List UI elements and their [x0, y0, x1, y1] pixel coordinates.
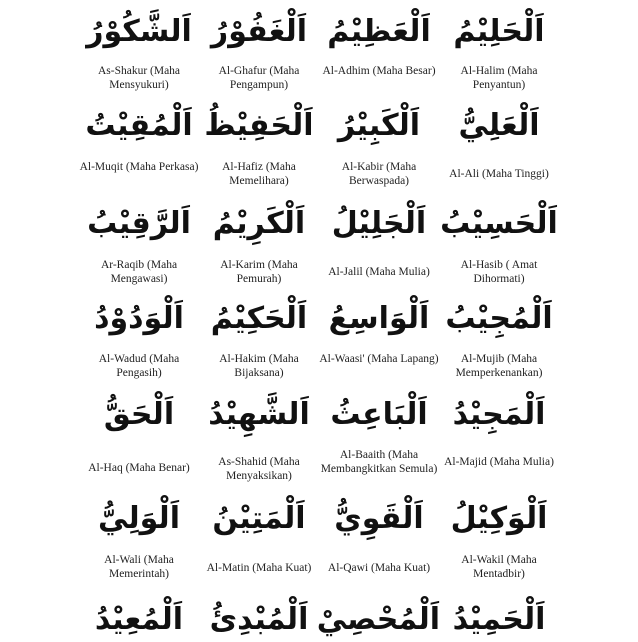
arabic-name: اَلْقَوِيُّ	[334, 501, 424, 536]
arabic-name: اَلْحَقُّ	[103, 397, 175, 432]
name-cell	[78, 202, 200, 286]
arabic-name: اَلْمُعِيْدُ	[94, 602, 184, 637]
arabic-name: اَلْوَلِيُّ	[98, 501, 180, 536]
arabic-name: اَلْكَرِيْمُ	[212, 206, 306, 241]
name-caption: Al-Ali (Maha Tinggi)	[449, 168, 549, 180]
name-caption: Al-Halim (Maha Penyantun)	[460, 65, 538, 91]
name-caption: Al-Ghafur (Maha Pengampun)	[218, 65, 300, 91]
arabic-name: اَلْكَبِيْرُ	[337, 108, 421, 143]
arabic-name: اَلرَّقِيْبُ	[87, 206, 191, 241]
arabic-name: اَلْوَدُوْدُ	[94, 301, 184, 336]
name-cell	[198, 297, 320, 380]
name-caption: Al-Baaith (Maha Membangkitkan Semula)	[320, 449, 438, 475]
name-cell	[438, 598, 560, 642]
name-caption: Al-Karim (Maha Pemurah)	[220, 259, 298, 285]
name-caption: As-Shakur (Maha Mensyukuri)	[97, 65, 181, 91]
name-caption: Al-Mujib (Maha Memperkenankan)	[455, 353, 543, 379]
name-cell	[318, 497, 440, 575]
name-cell	[318, 10, 440, 78]
name-caption: Al-Muqit (Maha Perkasa)	[79, 161, 199, 173]
name-cell	[318, 104, 440, 188]
arabic-name: اَلْحَكِيْمُ	[210, 301, 308, 336]
name-caption: Al-Waasi' (Maha Lapang)	[319, 353, 439, 365]
name-cell	[198, 393, 320, 483]
arabic-name: اَلْمُقِيْتُ	[85, 108, 193, 143]
name-cell	[78, 297, 200, 380]
arabic-name: اَلْوَكِيْلُ	[450, 501, 548, 536]
name-cell	[78, 598, 200, 642]
name-cell	[78, 10, 200, 92]
name-cell	[198, 10, 320, 92]
arabic-name: اَلْمُجِيْبُ	[445, 301, 553, 336]
name-cell	[438, 104, 560, 181]
arabic-name: اَلْحَفِيْظُ	[204, 108, 314, 143]
arabic-name: اَلْحَمِيْدُ	[452, 602, 546, 637]
name-cell	[78, 104, 200, 174]
name-cell	[198, 497, 320, 575]
name-cell	[198, 104, 320, 188]
name-cell	[438, 297, 560, 380]
name-cell	[438, 497, 560, 581]
arabic-name: اَلْحَلِيْمُ	[453, 14, 545, 49]
name-caption: Al-Hakim (Maha Bijaksana)	[219, 353, 299, 379]
name-caption: Al-Jalil (Maha Mulia)	[328, 266, 430, 278]
name-cell	[198, 202, 320, 286]
name-cell	[438, 393, 560, 469]
arabic-name: اَلْجَلِيْلُ	[331, 206, 427, 241]
name-caption: Al-Matin (Maha Kuat)	[206, 562, 312, 574]
arabic-name: اَلْبَاعِثُ	[330, 397, 428, 432]
name-cell	[318, 297, 440, 366]
name-cell	[318, 598, 440, 642]
name-caption: Al-Wakil (Maha Mentadbir)	[461, 554, 537, 580]
name-caption: Al-Adhim (Maha Besar)	[322, 65, 436, 77]
name-caption: Al-Kabir (Maha Berwaspada)	[341, 161, 417, 187]
arabic-name: اَلْعَلِيُّ	[458, 108, 540, 143]
name-cell	[318, 202, 440, 279]
arabic-name: اَلشَّكُوْرُ	[86, 14, 192, 49]
arabic-name: اَلْوَاسِعُ	[328, 301, 430, 336]
name-caption: Al-Hasib ( Amat Dihormati)	[460, 259, 538, 285]
arabic-name: اَلْمُحْصِيْ	[316, 602, 440, 637]
name-cell	[318, 393, 440, 476]
name-caption: Al-Wadud (Maha Pengasih)	[98, 353, 180, 379]
name-cell	[78, 393, 200, 475]
arabic-name: اَلشَّهِيْدُ	[208, 397, 310, 432]
arabic-name: اَلْحَسِيْبُ	[440, 206, 558, 241]
name-caption: Al-Qawi (Maha Kuat)	[327, 562, 431, 574]
arabic-name: اَلْمَتِيْنُ	[212, 501, 306, 536]
name-caption: Al-Haq (Maha Benar)	[88, 462, 190, 474]
name-caption: Al-Majid (Maha Mulia)	[444, 456, 554, 468]
name-cell	[438, 10, 560, 92]
name-caption: As-Shahid (Maha Menyaksikan)	[218, 456, 300, 482]
name-caption: Al-Wali (Maha Memerintah)	[104, 554, 174, 580]
arabic-name: اَلْمُبْدِئُ	[209, 602, 309, 637]
name-caption: Ar-Raqib (Maha Mengawasi)	[100, 259, 178, 285]
arabic-name: اَلْمَجِيْدُ	[452, 397, 546, 432]
name-cell	[198, 598, 320, 642]
name-caption: Al-Hafiz (Maha Memelihara)	[222, 161, 296, 187]
arabic-name: اَلْعَظِيْمُ	[327, 14, 431, 49]
arabic-name: اَلْغَفُوْرُ	[210, 14, 308, 49]
name-cell	[78, 497, 200, 581]
name-cell	[438, 202, 560, 286]
